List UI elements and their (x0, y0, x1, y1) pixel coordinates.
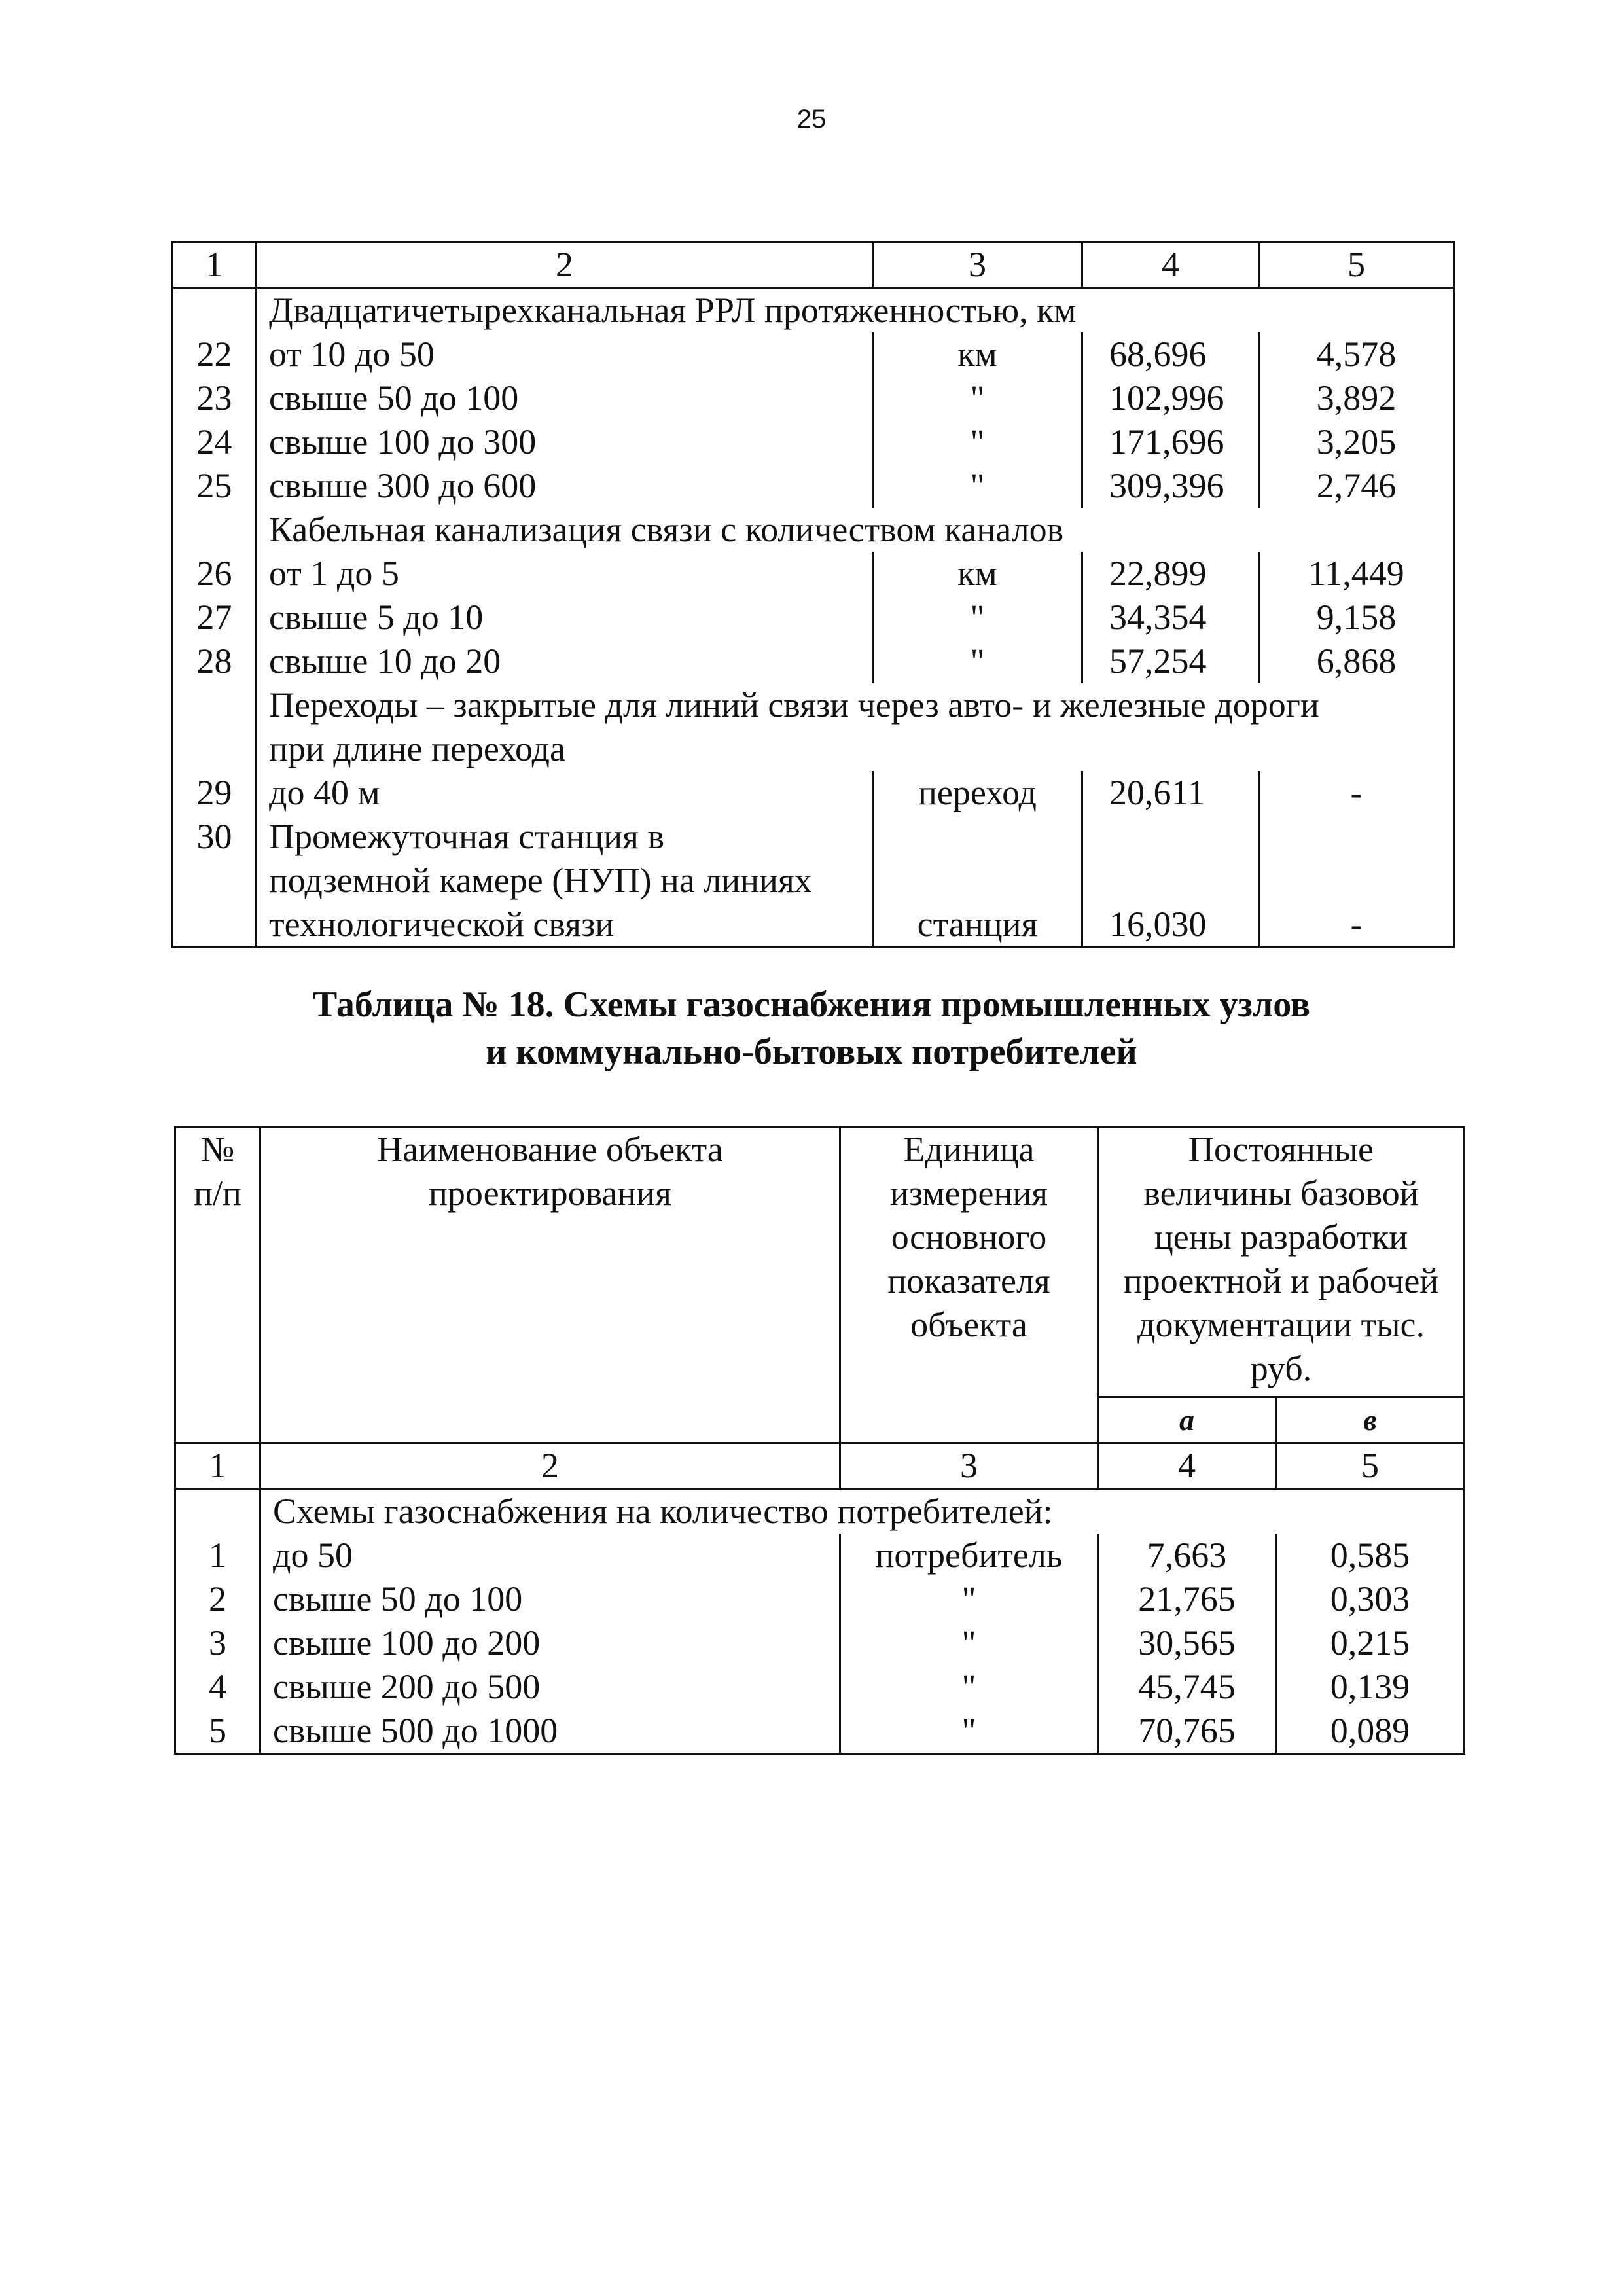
section-row (173, 288, 1454, 333)
row-number: 2 (209, 1579, 226, 1619)
unit: " (840, 1621, 1098, 1665)
object-name: свыше 50 до 100 (257, 376, 873, 420)
header-col-name: Наименование объекта проектирования (260, 1127, 840, 1443)
table-row (173, 464, 1454, 508)
object-name: до 40 м (257, 771, 873, 815)
value-b: - (1259, 771, 1454, 815)
object-name: свыше 500 до 1000 (260, 1709, 840, 1754)
value-a: 34,354 (1082, 596, 1259, 639)
table-18-title-line1: Таблица № 18. Схемы газоснабжения промышленных узлов (312, 984, 1311, 1025)
row-number: 28 (196, 641, 232, 681)
row-number: 26 (196, 554, 232, 593)
unit: км (873, 552, 1082, 596)
section-row (173, 508, 1454, 552)
column-number: 5 (1259, 242, 1454, 288)
row-number: 29 (196, 773, 232, 812)
row-number (173, 508, 257, 552)
value-b (1259, 815, 1454, 859)
table-row (173, 332, 1454, 376)
table-row (173, 596, 1454, 639)
column-number: 1 (175, 1443, 260, 1489)
column-number: 3 (873, 242, 1082, 288)
unit: " (873, 464, 1082, 508)
row-number: 22 (196, 334, 232, 374)
header-col-number: № п/п (194, 1130, 241, 1213)
object-name: свыше 10 до 20 (257, 639, 873, 683)
value-a: 309,396 (1082, 464, 1259, 508)
column-number: 2 (257, 242, 873, 288)
row-number (173, 288, 257, 333)
object-name: подземной камере (НУП) на линиях (257, 859, 873, 903)
section-heading: при длине перехода (257, 727, 1454, 771)
value-b: 11,449 (1259, 552, 1454, 596)
value-b: 6,868 (1259, 639, 1454, 683)
row-number: 4 (209, 1667, 226, 1706)
table-row (173, 552, 1454, 596)
row-number (173, 727, 257, 771)
value-a: 30,565 (1098, 1621, 1276, 1665)
table-row (173, 903, 1454, 948)
value-b: 3,892 (1259, 376, 1454, 420)
row-number (175, 1489, 260, 1534)
unit: км (873, 332, 1082, 376)
value-b (1259, 859, 1454, 903)
table-18-title-line2: и коммунально-бытовых потребителей (486, 1031, 1137, 1072)
unit: " (840, 1709, 1098, 1754)
table-row (173, 376, 1454, 420)
value-a: 102,996 (1082, 376, 1259, 420)
column-number: 1 (173, 242, 257, 288)
column-number: 5 (1276, 1443, 1465, 1489)
unit: " (873, 596, 1082, 639)
value-b: - (1259, 903, 1454, 948)
row-number: 24 (196, 422, 232, 461)
table-row (173, 815, 1454, 859)
column-number-row (175, 1443, 1465, 1489)
value-a: 21,765 (1098, 1577, 1276, 1621)
value-b: 0,089 (1276, 1709, 1465, 1754)
table-row (175, 1621, 1465, 1665)
value-b: 9,158 (1259, 596, 1454, 639)
value-a (1082, 815, 1259, 859)
unit (873, 859, 1082, 903)
row-number: 1 (209, 1535, 226, 1575)
value-b: 0,585 (1276, 1534, 1465, 1577)
value-b: 0,303 (1276, 1577, 1465, 1621)
section-heading: Схемы газоснабжения на количество потребителей: (260, 1489, 1465, 1534)
table-row (175, 1709, 1465, 1754)
table-row (175, 1534, 1465, 1577)
row-number (173, 683, 257, 727)
object-name: технологической связи (257, 903, 873, 948)
unit: " (840, 1577, 1098, 1621)
table-row (173, 420, 1454, 464)
value-a: 70,765 (1098, 1709, 1276, 1754)
page-number: 25 (796, 105, 827, 134)
value-b: 0,215 (1276, 1621, 1465, 1665)
value-a: 7,663 (1098, 1534, 1276, 1577)
table-18 (174, 1126, 1465, 1755)
table-row (175, 1665, 1465, 1709)
section-row (173, 683, 1454, 727)
section-row (175, 1489, 1465, 1534)
column-number: 4 (1082, 242, 1259, 288)
value-a: 171,696 (1082, 420, 1259, 464)
object-name: свыше 5 до 10 (257, 596, 873, 639)
unit: потребитель (840, 1534, 1098, 1577)
row-number (173, 903, 257, 948)
object-name: свыше 300 до 600 (257, 464, 873, 508)
value-a: 20,611 (1082, 771, 1259, 815)
table-row (173, 639, 1454, 683)
object-name: свыше 200 до 500 (260, 1665, 840, 1709)
header-sub-a: а (1098, 1397, 1276, 1443)
column-number: 2 (260, 1443, 840, 1489)
object-name: до 50 (260, 1534, 840, 1577)
row-number: 30 (196, 817, 232, 856)
value-a: 68,696 (1082, 332, 1259, 376)
value-b: 4,578 (1259, 332, 1454, 376)
object-name: свыше 50 до 100 (260, 1577, 840, 1621)
table-row (173, 859, 1454, 903)
value-a: 22,899 (1082, 552, 1259, 596)
header-sub-b: в (1276, 1397, 1465, 1443)
column-number: 3 (840, 1443, 1098, 1489)
column-number-row (173, 242, 1454, 288)
row-number: 23 (196, 378, 232, 418)
section-heading: Кабельная канализация связи с количеством каналов (257, 508, 1454, 552)
header-col-unit: Единица измерения основного показателя объекта (840, 1127, 1098, 1443)
unit (873, 815, 1082, 859)
unit: " (873, 420, 1082, 464)
unit: " (840, 1665, 1098, 1709)
section-heading: Переходы – закрытые для линий связи через авто- и железные дороги (257, 683, 1454, 727)
table-row (175, 1577, 1465, 1621)
value-b: 3,205 (1259, 420, 1454, 464)
header-col-price: Постоянные величины базовой цены разработки проектной и рабочей документации тыс. руб. (1098, 1127, 1465, 1397)
object-name: от 1 до 5 (257, 552, 873, 596)
value-a (1082, 859, 1259, 903)
value-a: 45,745 (1098, 1665, 1276, 1709)
unit: " (873, 376, 1082, 420)
unit: переход (873, 771, 1082, 815)
table-17-continuation (171, 241, 1455, 948)
row-number: 25 (196, 466, 232, 505)
row-number: 5 (209, 1711, 226, 1750)
object-name: от 10 до 50 (257, 332, 873, 376)
value-a: 16,030 (1082, 903, 1259, 948)
section-row (173, 727, 1454, 771)
column-number: 4 (1098, 1443, 1276, 1489)
object-name: Промежуточная станция в (257, 815, 873, 859)
unit: " (873, 639, 1082, 683)
object-name: свыше 100 до 300 (257, 420, 873, 464)
value-a: 57,254 (1082, 639, 1259, 683)
row-number: 3 (209, 1623, 226, 1662)
value-b: 0,139 (1276, 1665, 1465, 1709)
object-name: свыше 100 до 200 (260, 1621, 840, 1665)
unit: станция (873, 903, 1082, 948)
section-heading: Двадцатичетырехканальная РРЛ протяженностью, км (257, 288, 1454, 333)
row-number (173, 859, 257, 903)
table-row (173, 771, 1454, 815)
row-number: 27 (196, 598, 232, 637)
value-b: 2,746 (1259, 464, 1454, 508)
